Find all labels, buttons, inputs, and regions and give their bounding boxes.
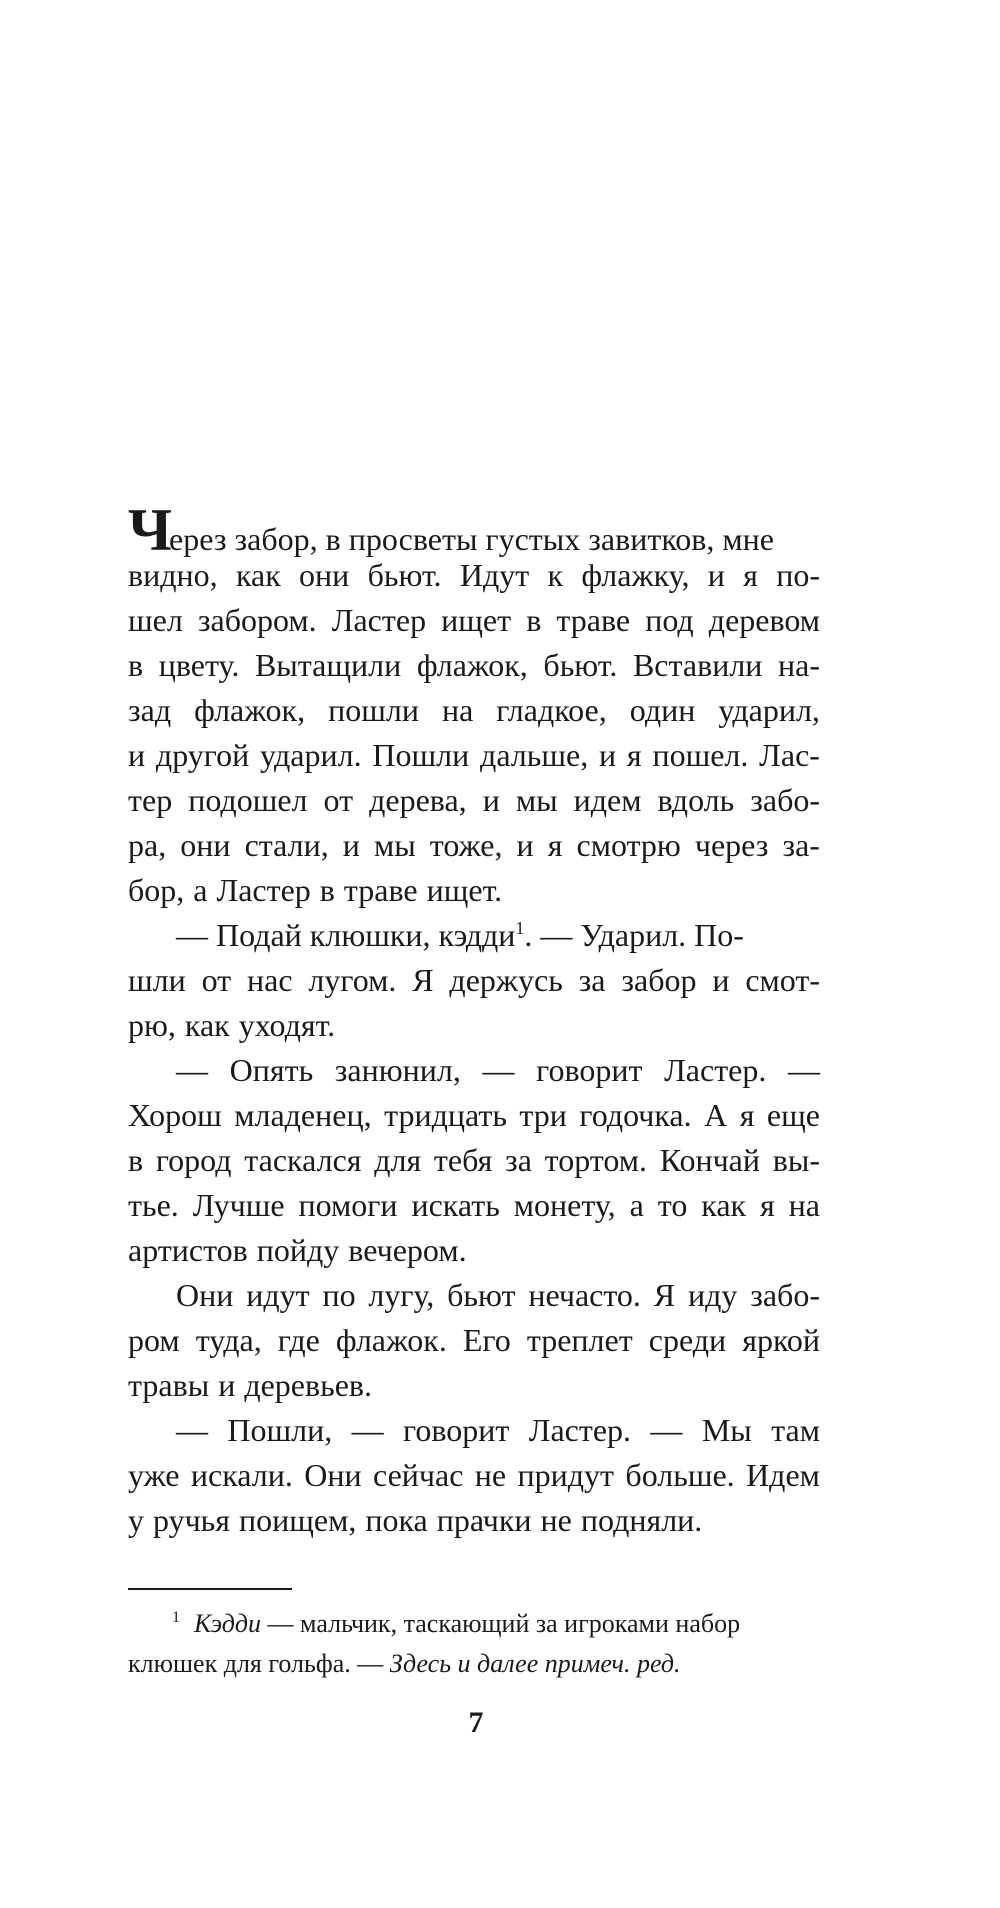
word: тье. [128, 1187, 179, 1223]
word: и [218, 1367, 236, 1403]
word: и [516, 827, 534, 863]
word: на [788, 1187, 820, 1223]
word: идем [573, 782, 642, 818]
text-line [128, 733, 820, 778]
word: в [128, 1142, 144, 1178]
word: тер [128, 782, 173, 818]
word: забором. [197, 602, 317, 638]
footnote-divider [128, 1588, 292, 1590]
footnote-line [128, 1644, 820, 1684]
word: — [176, 1052, 208, 1088]
word: для [374, 1142, 422, 1178]
footnote-editor-note: Здесь и далее примеч. ред. [389, 1649, 681, 1678]
word: Пошли, [227, 1412, 333, 1448]
word: нас [247, 962, 293, 998]
word: идут [246, 1277, 310, 1313]
word: ищет. [426, 872, 503, 908]
word: ищет [441, 602, 512, 638]
word: мы [373, 827, 416, 863]
word: пошел. [652, 737, 749, 773]
word: — [788, 1052, 820, 1088]
word: пока [365, 1502, 428, 1538]
line-text: — Подай клюшки, кэдди [176, 917, 516, 953]
word: рю, [128, 1007, 176, 1043]
word: уходят. [238, 1007, 336, 1043]
word: за [505, 1142, 532, 1178]
word: от [323, 782, 354, 818]
word: и [599, 737, 617, 773]
word: я [626, 737, 642, 773]
word: бьют [447, 1277, 516, 1313]
word: флажок, [194, 692, 306, 728]
word: — [650, 1412, 683, 1448]
word: лугу, [368, 1277, 435, 1313]
word: А [704, 1097, 728, 1133]
word: Ластер [331, 602, 427, 638]
word: Ластер. [664, 1052, 767, 1088]
word: говорит [403, 1412, 510, 1448]
word: Идем [746, 1457, 820, 1493]
word: пойду [256, 1232, 340, 1268]
word: подняли. [580, 1502, 703, 1538]
footnote-reference: 1 [515, 918, 525, 938]
word: не [540, 1502, 572, 1538]
word: траве [343, 872, 418, 908]
word: ударил. [260, 737, 362, 773]
text-line [128, 1003, 820, 1048]
text-line [128, 1363, 820, 1408]
word: Лучше [192, 1187, 285, 1223]
word: три [519, 1097, 567, 1133]
word: ручья [153, 1502, 230, 1538]
word: Я [653, 1277, 676, 1313]
word: тридцать [384, 1097, 507, 1133]
word: один [629, 692, 696, 728]
word: не [474, 1457, 507, 1493]
word: держусь [449, 962, 563, 998]
text-line [128, 1453, 820, 1498]
word: там [771, 1412, 820, 1448]
word: тортом. [544, 1142, 647, 1178]
word: поищем, [238, 1502, 357, 1538]
word: ра, [128, 827, 167, 863]
text-line [128, 1228, 820, 1273]
word: Я [412, 962, 434, 998]
word: монету, [513, 1187, 616, 1223]
word: мы [515, 782, 558, 818]
text-line [128, 688, 820, 733]
word: через [694, 827, 769, 863]
word: я [547, 827, 563, 863]
word: — [482, 1052, 515, 1088]
word: смот- [745, 962, 820, 998]
word: гладкое, [496, 692, 607, 728]
footnote-line [128, 1604, 820, 1644]
word: я [739, 1097, 755, 1133]
word: и [712, 962, 730, 998]
word: помоги [298, 1187, 398, 1223]
word: в [319, 872, 335, 908]
word: бор, [128, 872, 185, 908]
word: где [277, 1322, 320, 1358]
footnote-text: — мальчик, таскающий за игроками набор [261, 1609, 741, 1638]
word: яркой [742, 1322, 820, 1358]
word: Они [176, 1277, 234, 1313]
word: — [176, 1412, 208, 1448]
word: занюнил, [334, 1052, 461, 1088]
word: забо- [750, 782, 820, 818]
word: смотрю [576, 827, 681, 863]
word: у [128, 1502, 144, 1538]
word: дерева, [369, 782, 467, 818]
text-line [128, 497, 820, 563]
word: шли [128, 962, 186, 998]
text-line [128, 958, 820, 1003]
word: Вытащили [254, 647, 402, 683]
word: еще [766, 1097, 820, 1133]
word: Мы [701, 1412, 752, 1448]
word: годочка. [579, 1097, 692, 1133]
word: нечасто. [528, 1277, 641, 1313]
word: Кончай [659, 1142, 760, 1178]
word: Вставили [632, 647, 763, 683]
word: на- [778, 647, 820, 683]
word: деревьев. [244, 1367, 373, 1403]
word: младенец, [234, 1097, 372, 1133]
footnote-term: Кэдди [194, 1609, 262, 1638]
word: пошли [328, 692, 419, 728]
word: Пошли [372, 737, 470, 773]
word: вы- [772, 1142, 820, 1178]
text-line [128, 1498, 820, 1543]
word: говорит [536, 1052, 643, 1088]
word: флажок, [416, 647, 528, 683]
word: а [629, 1187, 644, 1223]
word: по [322, 1277, 356, 1313]
word: искать [411, 1187, 500, 1223]
text-line [128, 1048, 820, 1093]
word: а [193, 872, 208, 908]
word: деревом [708, 602, 820, 638]
word: в [526, 602, 542, 638]
footnote-number: 1 [172, 1609, 180, 1626]
word: искали. [190, 1457, 293, 1493]
word: прачки [436, 1502, 532, 1538]
word: туда, [195, 1322, 262, 1358]
word: Его [462, 1322, 511, 1358]
word: придут [517, 1457, 615, 1493]
word: флажку, [581, 557, 690, 593]
word: на [441, 692, 474, 728]
word: вечером. [348, 1232, 467, 1268]
text-line [128, 643, 820, 688]
word: Лас- [759, 737, 820, 773]
word: за [578, 962, 606, 998]
text-line [128, 868, 820, 913]
word: забо- [750, 1277, 820, 1313]
word: и [128, 737, 146, 773]
line-text: . — Ударил. По- [524, 917, 744, 953]
word: уже [128, 1457, 180, 1493]
text-line [128, 1318, 820, 1363]
word: забор [621, 962, 697, 998]
word: другой [155, 737, 250, 773]
word: шел [128, 602, 183, 638]
footnote [128, 1604, 820, 1684]
word: Они [304, 1457, 362, 1493]
word: Идут [459, 557, 530, 593]
word: они [180, 827, 231, 863]
text-line [128, 553, 820, 598]
word: ударил, [718, 692, 820, 728]
page-number: 7 [468, 1706, 484, 1739]
word: по- [776, 557, 820, 593]
word: Хорош [128, 1097, 222, 1133]
word: они [299, 557, 350, 593]
text-line [128, 913, 820, 958]
word: траве [556, 602, 631, 638]
word: Опять [229, 1052, 314, 1088]
word: таскался [244, 1142, 362, 1178]
word: иду [687, 1277, 738, 1313]
word: от [201, 962, 232, 998]
word: бьют. [367, 557, 442, 593]
word: бьют. [543, 647, 618, 683]
word: среди [648, 1322, 727, 1358]
word: ром [128, 1322, 180, 1358]
word: стали, [244, 827, 329, 863]
word: сейчас [372, 1457, 464, 1493]
text-line [128, 1273, 820, 1318]
word: видно, [128, 557, 218, 593]
word: город [155, 1142, 232, 1178]
word: лугом. [308, 962, 397, 998]
word: травы [128, 1367, 210, 1403]
word: и [342, 827, 360, 863]
word: треплет [526, 1322, 633, 1358]
word: Ластер [216, 872, 311, 908]
text-line [128, 1093, 820, 1138]
word: я [760, 1187, 775, 1223]
word: в [128, 647, 144, 683]
word: артистов [128, 1232, 248, 1268]
word: как [235, 557, 281, 593]
word: — [351, 1412, 384, 1448]
footnote-text: клюшек для гольфа. — [128, 1649, 390, 1678]
text-line [128, 823, 820, 868]
word: зад [128, 692, 172, 728]
main-text [128, 497, 820, 1543]
word: дальше, [480, 737, 589, 773]
text-line [128, 1138, 820, 1183]
word: за- [782, 827, 820, 863]
drop-cap: Ч [128, 497, 170, 563]
word: Ластер. [528, 1412, 632, 1448]
word: вдоль [657, 782, 735, 818]
text-line [128, 778, 820, 823]
line-text: ерез забор, в просветы густых завитков, мне [169, 521, 774, 557]
word: к [547, 557, 564, 593]
word: под [645, 602, 694, 638]
word: больше. [625, 1457, 735, 1493]
text-line [128, 598, 820, 643]
word: и [482, 782, 500, 818]
word: как [701, 1187, 747, 1223]
word: я [743, 557, 758, 593]
word: цвету. [158, 647, 240, 683]
word: и [707, 557, 725, 593]
text-line [128, 1408, 820, 1453]
text-line [128, 1183, 820, 1228]
word: тебя [433, 1142, 493, 1178]
word: тоже, [429, 827, 503, 863]
word: то [657, 1187, 688, 1223]
word: как [184, 1007, 230, 1043]
word: флажок. [335, 1322, 447, 1358]
word: подошел [188, 782, 308, 818]
